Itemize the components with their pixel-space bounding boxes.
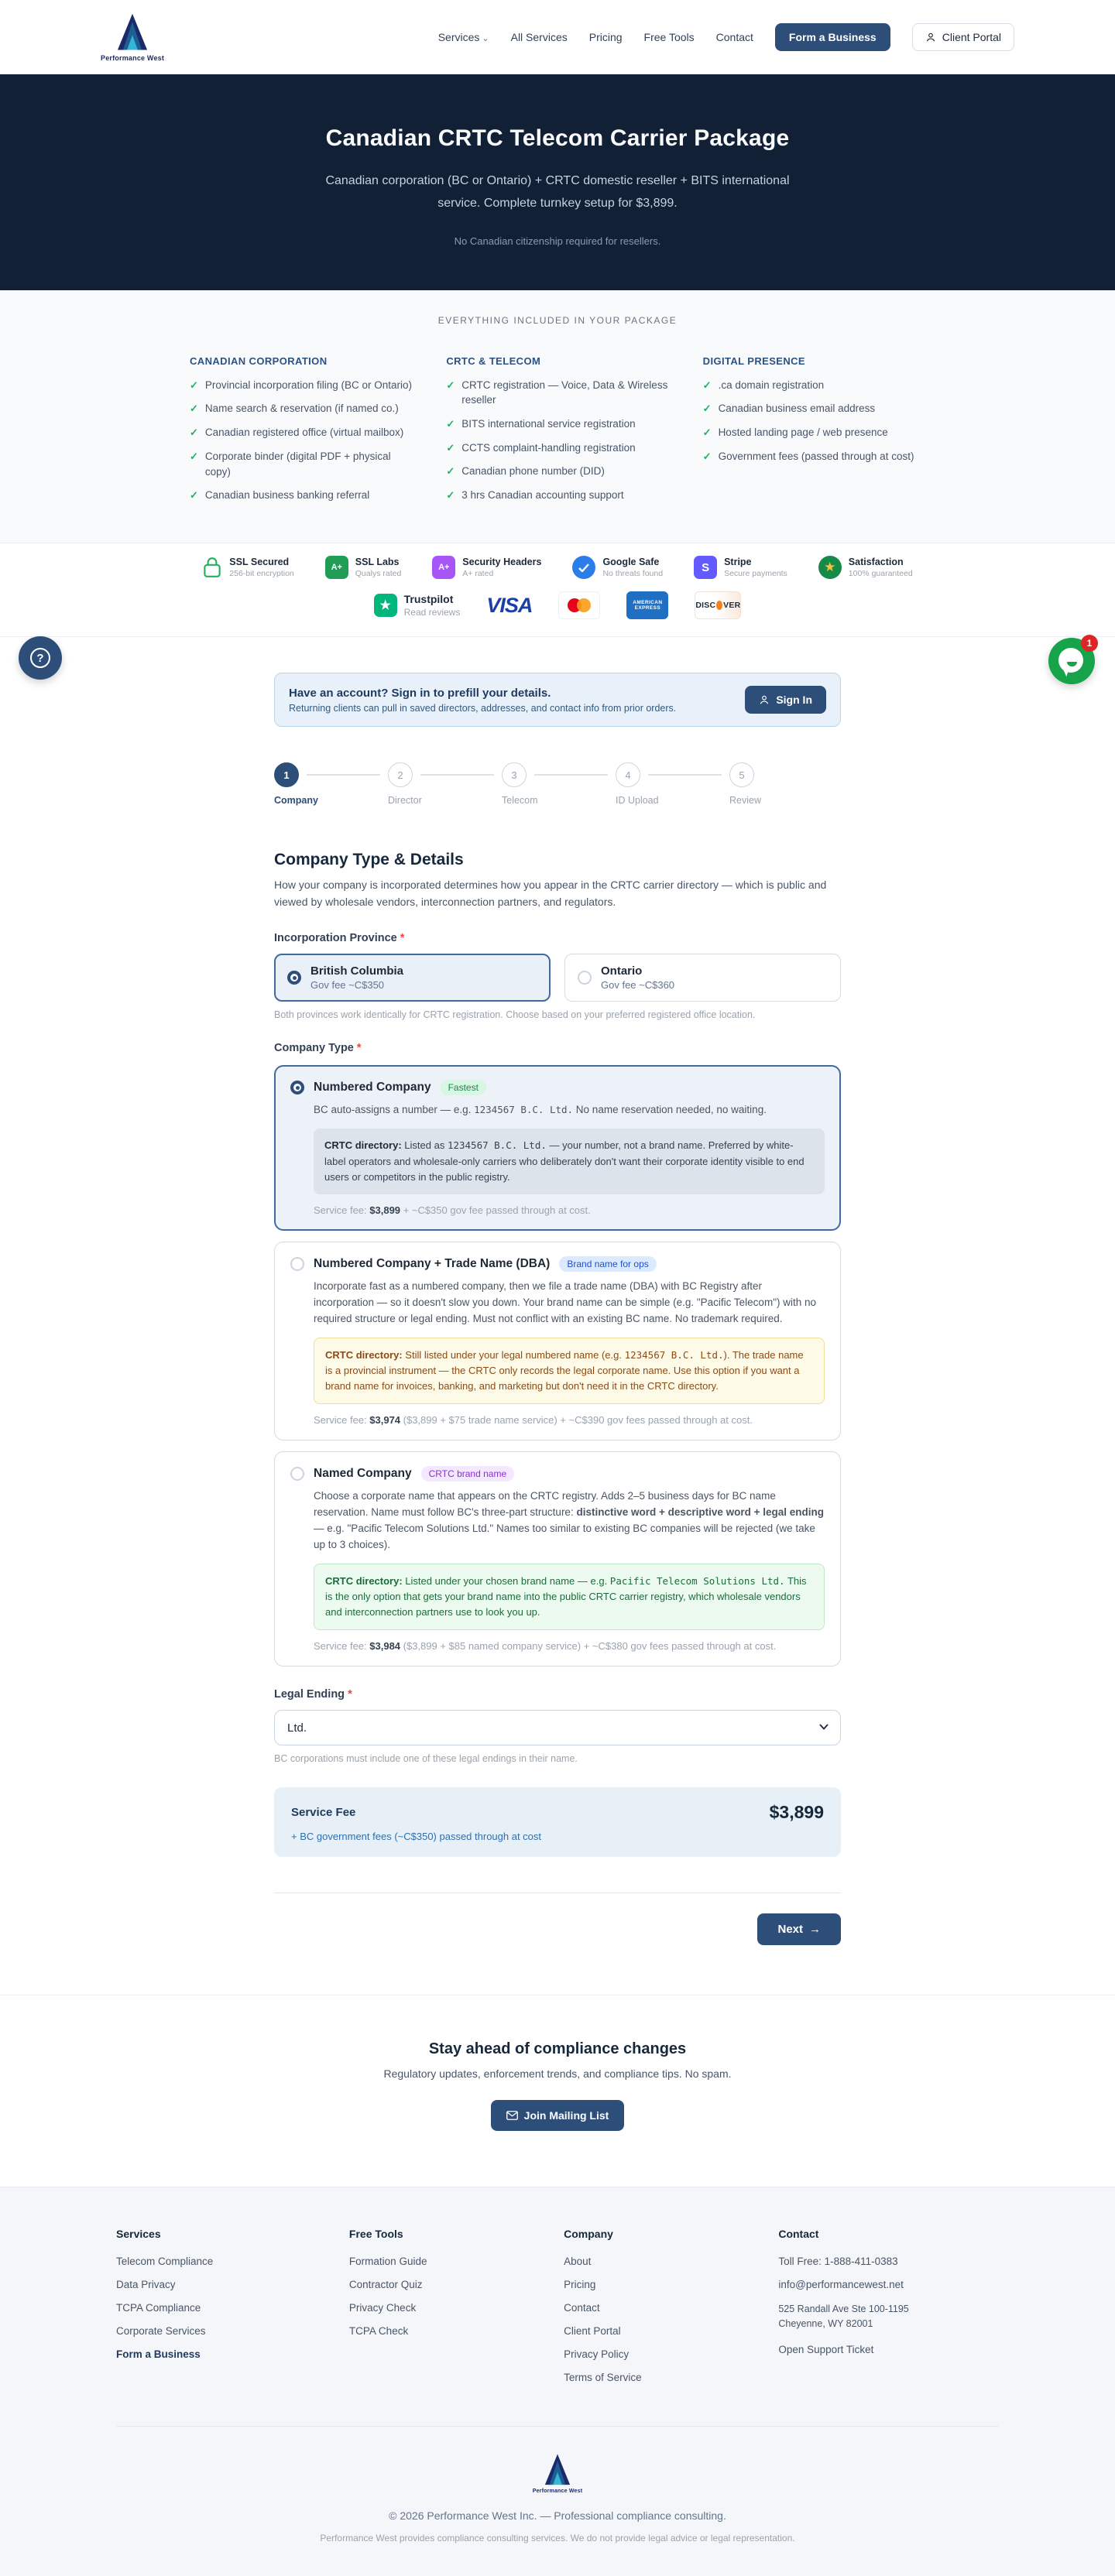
hero-section [0,74,1115,290]
footer-column-contact: Contact Toll Free: 1-888-411-0383 info@performancewest.net 525 Randall Ave Ste 100-1195 Cheyenne, WY 82001 Open Support Ticket [778,2228,999,2395]
footer-link[interactable]: About [564,2256,592,2268]
order-form [274,642,841,1995]
footer-disclaimer: Performance West provides compliance consulting services. We do not provide legal advice or legal representation. [320,2533,795,2544]
radio-selected-icon [287,971,301,985]
badge-google-safe: Google Safe No threats found [572,556,663,579]
form-description: How your company is incorporated determines how you appear in the CRTC carrier directory — which is public and viewed by wholesale vendors, interconnection partners, and regulators. [274,879,827,908]
list-item: ✓ Corporate binder (digital PDF + physical copy) [190,449,412,479]
badge-security-headers: A+ Security Headers A+ rated [432,556,541,579]
column-title: DIGITAL PRESENCE [702,355,805,367]
legal-ending-select[interactable] [274,1710,841,1745]
list-item: ✓ Canadian phone number (DID) [446,464,668,479]
nav-free-tools[interactable]: Free Tools [643,31,695,43]
footer-link[interactable]: Telecom Compliance [116,2256,214,2268]
list-item: ✓ 3 hrs Canadian accounting support [446,488,668,503]
footer-link-form-a-business[interactable]: Form a Business [116,2348,201,2361]
list-item: ✓ Hosted landing page / web presence [703,425,925,440]
brand-name-ops-badge: Brand name for ops [559,1256,656,1272]
sign-in-button[interactable]: Sign In [745,686,826,714]
signin-banner [274,673,841,727]
star-icon: ★ [818,556,842,579]
footer-address: 525 Randall Ave Ste 100-1195 Cheyenne, WY 82001 [778,2304,909,2330]
step-company[interactable]: 1 Company [274,762,388,806]
included-heading: EVERYTHING INCLUDED IN YOUR PACKAGE [437,314,678,326]
help-fab-button[interactable] [19,636,62,680]
badge-ssl-labs: A+ SSL Labs Qualys rated [325,556,402,579]
mastercard-logo [558,591,600,619]
list-item: ✓ Name search & reservation (if named co.) [190,401,412,416]
check-icon: ✓ [446,441,455,454]
chevron-down-icon: ⌄ [482,34,489,43]
visa-logo: VISA [486,593,533,617]
radio-unselected-icon [290,1467,304,1481]
footer-column-company: Company About Pricing Contact Client Portal Privacy Policy Terms of Service [564,2228,747,2395]
footer-link[interactable]: Data Privacy [116,2279,176,2291]
province-option-bc[interactable]: British Columbia Gov fee ~C$350 [274,954,551,1002]
discover-logo: DISC VER [695,591,741,619]
service-fee-amount: $3,899 [769,1802,824,1823]
brand-name: Performance West [101,54,165,62]
check-icon: ✓ [702,379,712,391]
ssl-labs-icon: A+ [325,556,348,579]
check-icon: ✓ [702,426,712,439]
fastest-badge: Fastest [441,1080,486,1095]
check-icon: ✓ [446,489,455,502]
crtc-directory-note: CRTC directory: Still listed under your legal numbered name (e.g. 1234567 B.C. Ltd.). The trade name is a provincial instrument — the CRTC only records the legal corporate name. Use this option if you want a brand name for invoices, banking, and marketing but don't need it in the CRTC directory. [314,1338,825,1404]
footer-email[interactable]: info@performancewest.net [778,2279,904,2291]
list-item: ✓ Government fees (passed through at cost) [703,449,925,464]
footer-logo: Performance West [533,2453,583,2494]
company-type-option-numbered[interactable]: Numbered Company Fastest BC auto-assigns a number — e.g. 1234567 B.C. Ltd. No name reservation needed, no waiting. CRTC directory: Listed as 1234567 B.C. Ltd. — your number, not a brand name. Preferred by white-label operators and wholesale-only carriers who deliberately don't want their corporate identity visible to end users or competitors in the public registry. Service fee: $3,899 + ~C$350 gov fee passed through at cost. [274,1065,841,1230]
footer-link[interactable]: Contact [564,2302,600,2314]
question-icon: ? [30,648,50,668]
chat-unread-badge: 1 [1081,635,1098,652]
copyright: © 2026 Performance West Inc. — Professional compliance consulting. [389,2509,726,2523]
included-column-corporation [190,355,412,512]
badge-satisfaction: ★ Satisfaction 100% guaranteed [818,556,913,579]
check-icon: ✓ [446,379,455,391]
trust-bar [0,543,1115,642]
security-headers-icon: A+ [432,556,455,579]
check-icon: ✓ [702,450,712,463]
amex-logo: AMERICAN EXPRESS [626,591,668,619]
list-item: ✓ .ca domain registration [703,378,925,393]
check-icon: ✓ [190,450,198,463]
step-telecom[interactable]: 3 Telecom [502,762,616,806]
included-section [0,290,1115,544]
footer-link[interactable]: Formation Guide [348,2256,427,2268]
list-item: ✓ BITS international service registration [446,416,668,432]
service-fee-note: + BC government fees (~C$350) passed through at cost [291,1831,542,1843]
footer-link[interactable]: Terms of Service [564,2372,642,2384]
footer-link[interactable]: TCPA Check [348,2325,409,2338]
nav-services[interactable]: Services ⌄ [437,31,489,43]
check-icon: ✓ [190,489,198,502]
check-icon: ✓ [190,402,198,415]
signin-title: Have an account? Sign in to prefill your details. [289,686,551,700]
company-type-option-numbered-dba[interactable]: Numbered Company + Trade Name (DBA) Brand name for ops Incorporate fast as a numbered company, then we file a trade name (DBA) with BC Registry after incorporation — so it doesn't slow you down. Your brand name can be simple (e.g. "Pacific Telecom") with no required structure or legal ending. Must not conflict with an existing BC name. No trademark required. CRTC directory: Still listed under your legal numbered name (e.g. 1234567 B.C. Ltd.). The trade name is a provincial instrument — the CRTC only records the legal corporate name. Use this option if you want a brand name for invoices, banking, and marketing but don't need it in the CRTC directory. Service fee: $3,974 ($3,899 + $75 trade name service) + ~C$390 gov fees passed through at cost. [274,1242,841,1440]
performance-west-logo-icon [112,12,153,53]
nav-all-services[interactable]: All Services [510,31,568,43]
footer-phone[interactable]: Toll Free: 1-888-411-0383 [778,2256,898,2268]
service-fee-line: Service fee: $3,899 + ~C$350 gov fee passed through at cost. [314,1204,591,1216]
radio-unselected-icon [290,1257,304,1271]
footer-column-services: Services Telecom Compliance Data Privacy TCPA Compliance Corporate Services Form a Business [116,2228,318,2395]
footer-link[interactable]: TCPA Compliance [116,2302,201,2314]
service-fee-summary [274,1787,841,1857]
footer-support-ticket[interactable]: Open Support Ticket [778,2343,874,2355]
company-type-option-named[interactable]: Named Company CRTC brand name Choose a corporate name that appears on the CRTC registry. Adds 2–5 business days for BC name reservation. Name must follow BC's three-part structure: distinctive word + descriptive word + legal ending — e.g. "Pacific Telecom Solutions Ltd." Names too similar to existing BC companies will be rejected (we take up to 3 choices). CRTC directory: Listed under your chosen brand name — e.g. Pacific Telecom Solutions Ltd. This is the only option that gets your brand name into the public CRTC carrier registry, which wholesale vendors and interconnection partners use to look you up. Service fee: $3,984 ($3,899 + $85 named company service) + ~C$380 gov fees passed through at cost. [274,1451,841,1667]
discover-circle-icon [716,601,722,610]
main-nav [438,23,1014,51]
list-item: ✓ Provincial incorporation filing (BC or Ontario) [190,378,412,393]
step-review[interactable]: 5 Review [729,762,761,806]
included-column-crtc [446,355,668,512]
list-item: ✓ CRTC registration — Voice, Data & Wireless reseller [446,378,668,408]
nav-contact[interactable]: Contact [715,31,753,43]
footer-link[interactable]: Corporate Services [116,2325,206,2338]
province-label: Incorporation Province * [274,932,405,945]
chat-widget-button[interactable] [1048,638,1095,684]
option-description: BC auto-assigns a number — e.g. 1234567 B.C. Ltd. No name reservation needed, no waiting. [314,1104,767,1116]
service-fee-label: Service Fee [291,1806,356,1820]
trustpilot-star-icon: ★ [374,594,397,617]
footer-link[interactable]: Pricing [564,2279,596,2291]
step-id-upload[interactable]: 4 ID Upload [616,762,729,806]
progress-stepper [274,762,841,806]
footer-column-free-tools: Free Tools Formation Guide Contractor Quiz Privacy Check TCPA Check [349,2228,533,2395]
service-fee-line: Service fee: $3,974 ($3,899 + $75 trade name service) + ~C$390 gov fees passed through at cost. [314,1414,753,1426]
legal-ending-helper: BC corporations must include one of these legal endings in their name. [274,1753,578,1765]
province-helper: Both provinces work identically for CRTC registration. Choose based on your preferred registered office location. [274,1009,756,1021]
crtc-directory-note: CRTC directory: Listed as 1234567 B.C. Ltd. — your number, not a brand name. Preferred by white-label operators and wholesale-only carriers who deliberately don't want their corporate identity visible to end users or competitors in the public registry. [314,1129,825,1194]
footer-link[interactable]: Privacy Check [348,2302,417,2314]
check-icon: ✓ [446,417,455,430]
column-title: CANADIAN CORPORATION [190,355,328,367]
list-item: ✓ Canadian registered office (virtual mailbox) [190,425,412,440]
step-director[interactable]: 2 Director [388,762,502,806]
google-safe-icon [572,556,595,579]
chat-bubble-icon [1058,648,1083,673]
company-type-label: Company Type * [274,1042,362,1055]
newsletter-section [0,1995,1115,2187]
option-description: Choose a corporate name that appears on the CRTC registry. Adds 2–5 business days for BC name reservation. Name must follow BC's three-part structure: distinctive word + descriptive word + legal ending — e.g. "Pacific Telecom Solutions Ltd." Names too similar to existing BC companies will be rejected (we take up to 3 choices). [314,1490,825,1550]
form-heading: Company Type & Details [274,851,464,869]
site-footer [0,2187,1115,2576]
nav-pricing[interactable]: Pricing [588,31,623,43]
radio-unselected-icon [578,971,592,985]
form-a-business-button[interactable]: Form a Business [775,23,890,51]
arrow-right-icon: → [809,1923,821,1937]
column-title: CRTC & TELECOM [446,355,541,367]
footer-link[interactable]: Privacy Policy [564,2348,630,2361]
list-item: ✓ CCTS complaint-handling registration [446,440,668,456]
trustpilot-badge[interactable]: ★ Trustpilot Read reviews [374,593,461,618]
newsletter-subtitle: Regulatory updates, enforcement trends, and compliance tips. No spam. [383,2067,732,2081]
brand-logo[interactable] [101,12,164,62]
crtc-brand-name-badge: CRTC brand name [421,1466,515,1482]
legal-ending-label: Legal Ending * [274,1688,352,1701]
crtc-directory-note: CRTC directory: Listed under your chosen brand name — e.g. Pacific Telecom Solutions Ltd. This is the only option that gets your brand name into the public CRTC carrier registry, which wholesale vendors and interconnection partners use to look you up. [314,1564,825,1630]
site-header [0,0,1115,74]
person-icon [759,694,770,705]
newsletter-title: Stay ahead of compliance changes [428,2040,687,2058]
hero-subtitle: Canadian corporation (BC or Ontario) + CRTC domestic reseller + BITS international service. Complete turnkey setup for $3,899. [325,174,790,210]
footer-link[interactable]: Contractor Quiz [348,2279,423,2291]
payment-row [0,579,1115,637]
join-mailing-list-button[interactable]: Join Mailing List [491,2100,625,2131]
check-icon: ✓ [190,379,198,391]
radio-selected-icon [290,1081,304,1094]
badge-stripe: S Stripe Secure payments [694,556,787,579]
footer-link[interactable]: Client Portal [564,2325,621,2338]
badge-ssl-secured: SSL Secured 256-bit encryption [202,556,293,579]
service-fee-line: Service fee: $3,984 ($3,899 + $85 named company service) + ~C$380 gov fees passed through at cost. [314,1640,777,1653]
check-icon: ✓ [446,465,455,478]
next-button[interactable]: Next → [757,1913,841,1945]
province-option-ontario[interactable]: Ontario Gov fee ~C$360 [564,954,841,1002]
performance-west-logo-icon [540,2453,575,2487]
list-item: ✓ Canadian business email address [703,401,925,416]
check-icon: ✓ [702,402,712,415]
client-portal-button[interactable]: Client Portal [912,23,1014,51]
envelope-icon [506,2111,518,2120]
stripe-icon: S [694,556,717,579]
list-item: ✓ Canadian business banking referral [190,488,412,503]
person-icon [925,32,936,43]
included-column-digital [703,355,925,512]
check-icon: ✓ [190,426,198,439]
hero-note: No Canadian citizenship required for resellers. [454,235,661,247]
signin-subtitle: Returning clients can pull in saved directors, addresses, and contact info from prior orders. [289,702,677,714]
lock-icon [202,556,222,579]
page-title: Canadian CRTC Telecom Carrier Package [325,125,790,151]
option-description: Incorporate fast as a numbered company, then we file a trade name (DBA) with BC Registry after incorporation — so it doesn't slow you down. Your brand name can be simple (e.g. "Pacific Telecom") with no required structure or legal ending. Must not conflict with an existing BC name. No trademark required. [314,1279,817,1324]
